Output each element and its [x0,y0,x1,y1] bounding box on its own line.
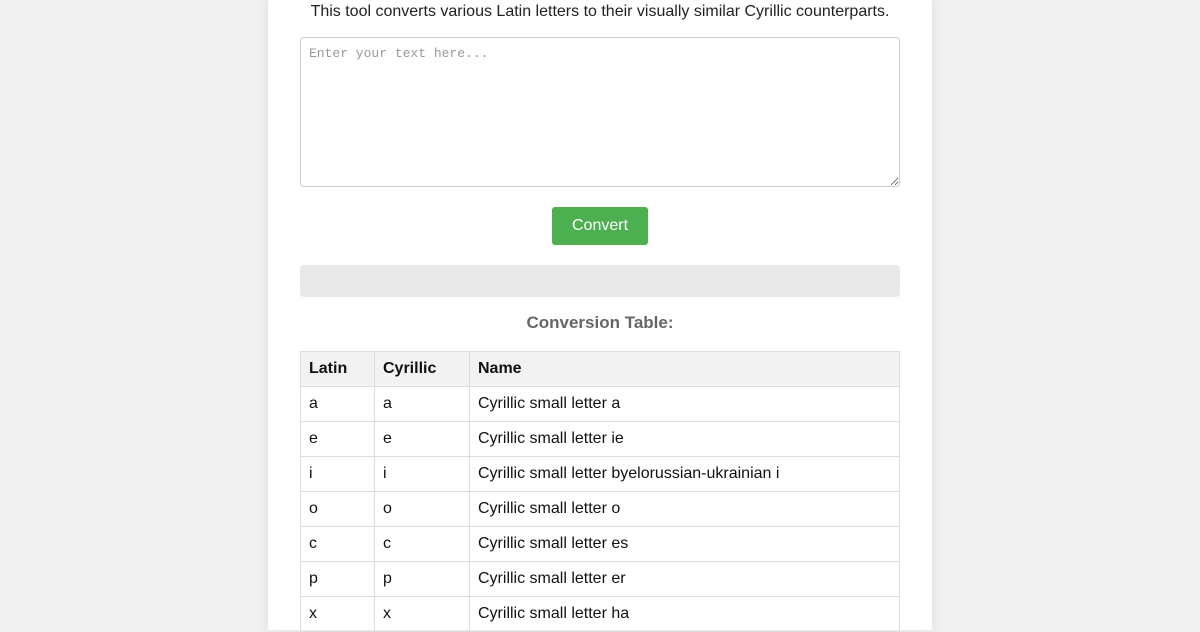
table-row [301,457,900,492]
table-row [301,527,900,562]
latin-cell: x [301,597,375,632]
name-cell: Cyrillic small letter es [470,527,900,562]
latin-cell: e [301,422,375,457]
name-cell: Cyrillic small letter er [470,562,900,597]
table-header-row [301,352,900,387]
conversion-table-heading: Conversion Table: [526,313,674,332]
name-cell: Cyrillic small letter ha [470,597,900,632]
latin-cell: p [301,562,375,597]
header-cyrillic: Cyrillic [375,352,470,387]
table-row [301,422,900,457]
latin-cell: a [301,387,375,422]
conversion-table [300,351,900,632]
text-input[interactable] [300,37,900,187]
table-row [301,597,900,632]
cyrillic-cell: і [375,457,470,492]
latin-cell: c [301,527,375,562]
cyrillic-cell: е [375,422,470,457]
cyrillic-cell: х [375,597,470,632]
name-cell: Cyrillic small letter o [470,492,900,527]
cyrillic-cell: о [375,492,470,527]
tool-description: This tool converts various Latin letters to their visually similar Cyrillic counterparts. [310,3,890,20]
name-cell: Cyrillic small letter a [470,387,900,422]
cyrillic-cell: с [375,527,470,562]
latin-cell: o [301,492,375,527]
name-cell: Cyrillic small letter ie [470,422,900,457]
table-row [301,387,900,422]
name-cell: Cyrillic small letter byelorussian-ukrainian i [470,457,900,492]
output-box [300,265,900,297]
table-row [301,492,900,527]
convert-button[interactable]: Convert [552,207,648,245]
table-row [301,562,900,597]
cyrillic-cell: р [375,562,470,597]
latin-cell: i [301,457,375,492]
header-latin: Latin [301,352,375,387]
header-name: Name [470,352,900,387]
main-container [268,0,932,630]
cyrillic-cell: а [375,387,470,422]
